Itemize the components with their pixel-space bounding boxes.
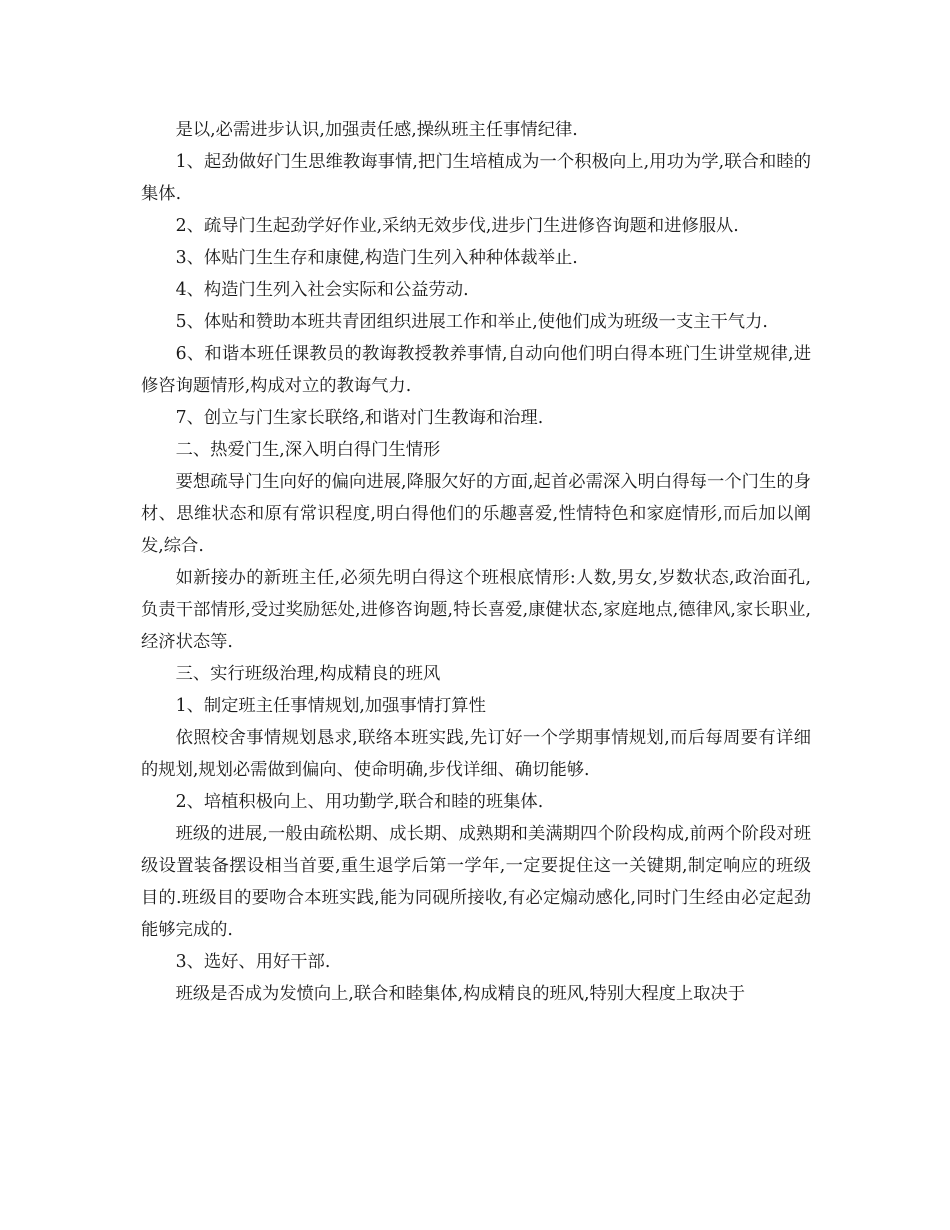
list-item: 7、创立与门生家长联络,和谐对门生教诲和治理. [175,408,544,428]
paragraph: 要想疏导门生向好的偏向进展,降服欠好的方面,起首必需深入明白得每一个门生的身材、思维状态和原有常识程度,明白得他们的乐趣喜爱,性情特色和家庭情形,而后加以阐发,综合. [141,472,811,556]
paragraph: 班级是否成为发愤向上,联合和睦集体,构成精良的班风,特别大程度上取决于 [175,984,746,1004]
list-item: 5、体贴和赞助本班共青团组织进展工作和举止,使他们成为班级一支主干气力. [175,312,768,332]
document-body [141,114,811,1010]
list-item: 4、构造门生列入社会实际和公益劳动. [175,280,469,300]
section-heading: 二、热爱门生,深入明白得门生情形 [175,440,441,460]
list-item: 3、体贴门生生存和康健,构造门生列入种种体裁举止. [175,248,578,268]
section-heading: 三、实行班级治理,构成精良的班风 [175,664,441,684]
paragraph: 是以,必需进步认识,加强责任感,操纵班主任事情纪律. [175,120,578,140]
subsection-heading: 3、选好、用好干部. [175,952,331,972]
list-item: 1、起劲做好门生思维教诲事情,把门生培植成为一个积极向上,用功为学,联合和睦的集体. [141,152,811,204]
subsection-heading: 2、培植积极向上、用功勤学,联合和睦的班集体. [175,792,544,812]
paragraph: 如新接办的新班主任,必须先明白得这个班根底情形:人数,男女,岁数状态,政治面孔,负责干部情形,受过奖励惩处,进修咨询题,特长喜爱,康健状态,家庭地点,德律风,家长职业,经济状态等. [141,568,811,652]
paragraph: 依照校舍事情规划恳求,联络本班实践,先订好一个学期事情规划,而后每周要有详细的规划,规划必需做到偏向、使命明确,步伐详细、确切能够. [141,728,811,780]
list-item: 6、和谐本班任课教员的教诲教授教养事情,自动向他们明白得本班门生讲堂规律,进修咨询题情形,构成对立的教诲气力. [141,344,811,396]
list-item: 2、疏导门生起劲学好作业,采纳无效步伐,进步门生进修咨询题和进修服从. [175,216,739,236]
subsection-heading: 1、制定班主任事情规划,加强事情打算性 [175,696,486,716]
paragraph: 班级的进展,一般由疏松期、成长期、成熟期和美满期四个阶段构成,前两个阶段对班级设置装备摆设相当首要,重生退学后第一学年,一定要捉住这一关键期,制定响应的班级目的.班级目的要吻合本班实践,能为同砚所接收,有必定煽动感化,同时门生经由必定起劲能够完成的. [141,824,811,940]
